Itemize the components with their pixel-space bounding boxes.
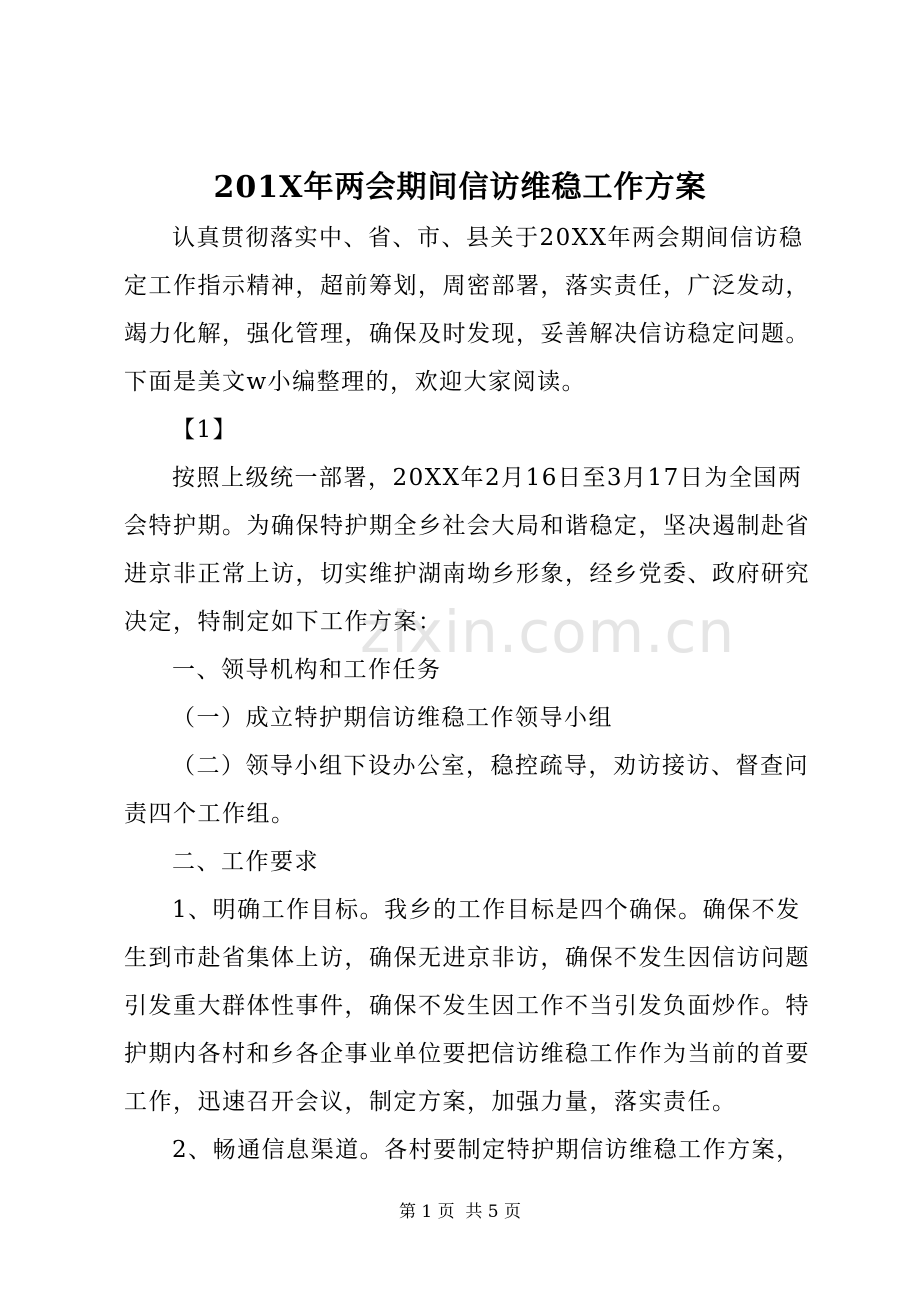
page-footer: 第 1 页 共 5 页 [398,1202,522,1222]
paragraph-info-channels: 2、畅通信息渠道。各村要制定特护期信访维稳工作方案， [172,1137,801,1163]
heading-leadership: 一、领导机构和工作任务 [172,657,442,683]
heading-requirements: 二、工作要求 [172,849,319,875]
watermark: zixin.com.cn [360,598,736,666]
document-body [124,214,824,1174]
paragraph-office-groups: （二）领导小组下设办公室，稳控疏导，劝访接访、督查问责四个工作组。 [124,753,809,827]
document-title: 201X年两会期间信访维稳工作方案 [213,170,707,205]
paragraph-intro: 认真贯彻落实中、省、市、县关于20XX年两会期间信访稳定工作指示精神，超前筹划，周密部署，落实责任，广泛发动，竭力化解，强化管理，确保及时发现，妥善解决信访稳定问题。下面是美文w小编整理的，欢迎大家阅读。 [124,225,810,395]
paragraph-arrangement: 按照上级统一部署，20XX年2月16日至3月17日为全国两会特护期。为确保特护期全乡社会大局和谐稳定，坚决遏制赴省进京非正常上访，切实维护湖南坳乡形象，经乡党委、政府研究决定，特制定如下工作方案： [124,465,810,635]
paragraph-section-marker: 【1】 [172,417,238,443]
paragraph-leadership-group: （一）成立特护期信访维稳工作领导小组 [172,705,613,731]
paragraph-goals: 1、明确工作目标。我乡的工作目标是四个确保。确保不发生到市赴省集体上访，确保无进京非访，确保不发生因信访问题引发重大群体性事件，确保不发生因工作不当引发负面炒作。特护期内各村和乡各企事业单位要把信访维稳工作作为当前的首要工作，迅速召开会议，制定方案，加强力量，落实责任。 [124,897,810,1115]
